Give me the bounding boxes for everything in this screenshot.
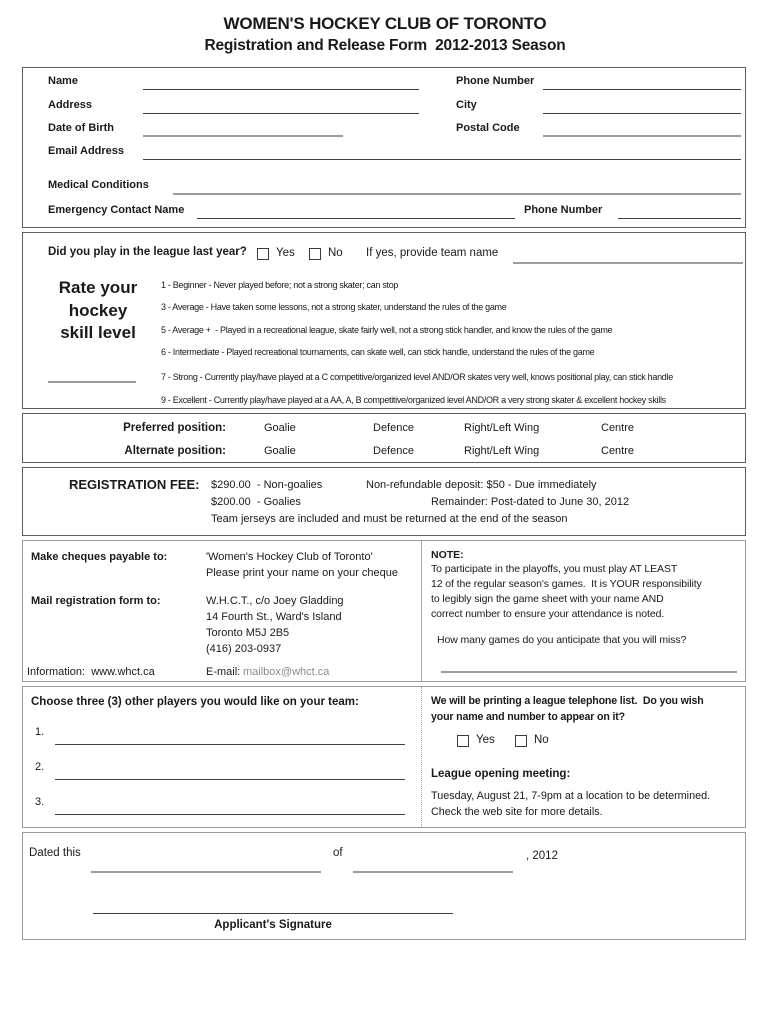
dated-day-input-line[interactable] xyxy=(91,871,321,873)
cheques-instruction: Please print your name on your cheque xyxy=(206,567,399,579)
emergency-phone-label: Phone Number xyxy=(524,204,603,216)
phone-list-yes-label: Yes xyxy=(476,734,495,746)
medical-conditions-label: Medical Conditions xyxy=(48,179,149,191)
preferred-position-label: Preferred position: xyxy=(123,422,226,434)
fee-remainder: Remainder: Post-dated to June 30, 2012 xyxy=(431,496,630,508)
postal-code-label: Postal Code xyxy=(456,122,520,134)
skill-level-option-5: 5 - Average + - Played in a recreational league, skate fairly well, not a strong stick handler, and know the rules of the game xyxy=(161,325,613,335)
phone-input-line[interactable] xyxy=(543,89,741,90)
mail-address-line3: Toronto M5J 2B5 xyxy=(206,627,290,639)
skill-level-section xyxy=(22,232,746,409)
played-last-year-question: Did you play in the league last year? xyxy=(48,246,247,258)
name-label: Name xyxy=(48,75,78,87)
note-line3: to legibly sign the game sheet with your name AND xyxy=(431,593,664,605)
info-website[interactable]: Information: www.whct.ca xyxy=(27,666,155,678)
played-no-label: No xyxy=(328,247,343,259)
player-number-2: 2. xyxy=(35,761,45,773)
opening-meeting-label: League opening meeting: xyxy=(431,768,571,780)
played-no-checkbox[interactable] xyxy=(309,248,321,260)
played-yes-label: Yes xyxy=(276,247,295,259)
alternate-wing-option[interactable]: Right/Left Wing xyxy=(464,445,540,457)
skill-level-option-3: 3 - Average - Have taken some lessons, not a strong skater, understand the rules of the game xyxy=(161,302,507,312)
registration-fee-section xyxy=(22,467,746,536)
phone-list-no-label: No xyxy=(534,734,549,746)
skill-heading-line3: skill level xyxy=(60,323,136,342)
emergency-contact-input-line[interactable] xyxy=(197,218,515,219)
player-3-input-line[interactable] xyxy=(55,814,405,815)
postal-code-input-line[interactable] xyxy=(543,135,741,137)
alternate-defence-option[interactable]: Defence xyxy=(373,445,414,457)
dated-of-label: of xyxy=(333,847,343,859)
fee-goalies: $200.00 - Goalies xyxy=(211,496,301,508)
applicant-signature-label: Applicant's Signature xyxy=(214,919,332,931)
cheques-payable-label: Make cheques payable to: xyxy=(31,551,168,563)
dated-month-input-line[interactable] xyxy=(353,871,513,873)
skill-level-option-6: 6 - Intermediate - Played recreational tournaments, can skate well, can stick handle, understand the rules of the game xyxy=(161,347,595,357)
played-yes-checkbox[interactable] xyxy=(257,248,269,260)
email-label: Email Address xyxy=(48,145,125,157)
note-line2: 12 of the regular season's games. It is YOUR responsibility xyxy=(431,578,702,590)
column-divider-dotted xyxy=(421,687,422,827)
player-1-input-line[interactable] xyxy=(55,744,405,745)
emergency-contact-label: Emergency Contact Name xyxy=(48,204,185,216)
note-label: NOTE: xyxy=(431,549,464,561)
skill-heading-line1: Rate your xyxy=(58,278,138,297)
preferred-defence-option[interactable]: Defence xyxy=(373,422,414,434)
players-phonelist-section xyxy=(22,686,746,828)
name-input-line[interactable] xyxy=(143,89,419,90)
skill-level-option-9: 9 - Excellent - Currently play/have played at a AA, A, B competitive/organized level AND/OR a very strong skater & excellent hockey skills xyxy=(161,395,666,405)
form-header xyxy=(0,14,770,55)
choose-players-heading: Choose three (3) other players you would like on your team: xyxy=(31,696,359,708)
preferred-goalie-option[interactable]: Goalie xyxy=(264,422,296,434)
dated-year-label: , 2012 xyxy=(526,850,558,862)
mail-phone: (416) 203-0937 xyxy=(206,643,282,655)
address-input-line[interactable] xyxy=(143,113,419,114)
mail-form-label: Mail registration form to: xyxy=(31,595,161,607)
phone-list-yes-checkbox[interactable] xyxy=(457,735,469,747)
skill-heading-line2: hockey xyxy=(68,300,128,320)
games-missed-question: How many games do you anticipate that you will miss? xyxy=(437,634,687,646)
phone-list-question-line2: your name and number to appear on it? xyxy=(431,711,625,723)
note-line4: correct number to ensure your attendance is noted. xyxy=(431,608,665,620)
medical-conditions-input-line[interactable] xyxy=(173,193,741,195)
payment-note-section xyxy=(22,540,746,682)
fee-jerseys-note: Team jerseys are included and must be returned at the end of the season xyxy=(211,513,568,525)
city-input-line[interactable] xyxy=(543,113,741,114)
mail-address-line2: 14 Fourth St., Ward's Island xyxy=(206,611,342,623)
page-subtitle: Registration and Release Form 2012-2013 Season xyxy=(204,37,566,54)
preferred-centre-option[interactable]: Centre xyxy=(601,422,635,434)
skill-heading xyxy=(33,277,163,345)
registration-fee-label: REGISTRATION FEE: xyxy=(69,477,200,492)
skill-level-option-1: 1 - Beginner - Never played before; not a strong skater; can stop xyxy=(161,280,399,290)
alternate-position-label: Alternate position: xyxy=(124,445,226,457)
alternate-goalie-option[interactable]: Goalie xyxy=(264,445,296,457)
cheques-payee: 'Women's Hockey Club of Toronto' xyxy=(206,551,373,563)
address-label: Address xyxy=(48,99,93,111)
fee-deposit: Non-refundable deposit: $50 - Due immediately xyxy=(366,479,597,491)
skill-level-input-line[interactable] xyxy=(48,381,136,383)
skill-level-option-7: 7 - Strong - Currently play/have played at a C competitive/organized level AND/OR skates very well, knows positional play, can stick handle xyxy=(161,372,673,382)
column-divider xyxy=(421,541,422,681)
dated-this-label: Dated this xyxy=(29,847,81,859)
phone-list-no-checkbox[interactable] xyxy=(515,735,527,747)
phone-list-question-line1: We will be printing a league telephone list. Do you wish xyxy=(431,695,704,707)
player-number-3: 3. xyxy=(35,796,45,808)
positions-section xyxy=(22,413,746,463)
phone-label: Phone Number xyxy=(456,75,535,87)
personal-info-section xyxy=(22,67,746,228)
opening-meeting-line2: Check the web site for more details. xyxy=(431,806,603,818)
email-contact-link[interactable]: mailbox@whct.ca xyxy=(243,666,330,678)
page-title: WOMEN'S HOCKEY CLUB OF TORONTO xyxy=(223,14,547,33)
player-2-input-line[interactable] xyxy=(55,779,405,780)
dob-label: Date of Birth xyxy=(48,122,114,134)
signature-input-line[interactable] xyxy=(93,913,453,914)
note-line1: To participate in the playoffs, you must play AT LEAST xyxy=(431,563,678,575)
signature-section xyxy=(22,832,746,940)
alternate-centre-option[interactable]: Centre xyxy=(601,445,635,457)
fee-non-goalies: $290.00 - Non-goalies xyxy=(211,479,323,491)
games-missed-input-line[interactable] xyxy=(441,671,737,673)
email-contact-label: E-mail: xyxy=(206,666,241,678)
player-number-1: 1. xyxy=(35,726,45,738)
dob-input-line[interactable] xyxy=(143,135,343,137)
opening-meeting-line1: Tuesday, August 21, 7-9pm at a location to be determined. xyxy=(431,790,711,802)
mail-address-line1: W.H.C.T., c/o Joey Gladding xyxy=(206,595,344,607)
city-label: City xyxy=(456,99,477,111)
team-name-input-line[interactable] xyxy=(513,262,743,264)
emergency-phone-input-line[interactable] xyxy=(618,218,741,219)
preferred-wing-option[interactable]: Right/Left Wing xyxy=(464,422,540,434)
email-input-line[interactable] xyxy=(143,159,741,160)
team-name-prompt: If yes, provide team name xyxy=(366,247,499,259)
